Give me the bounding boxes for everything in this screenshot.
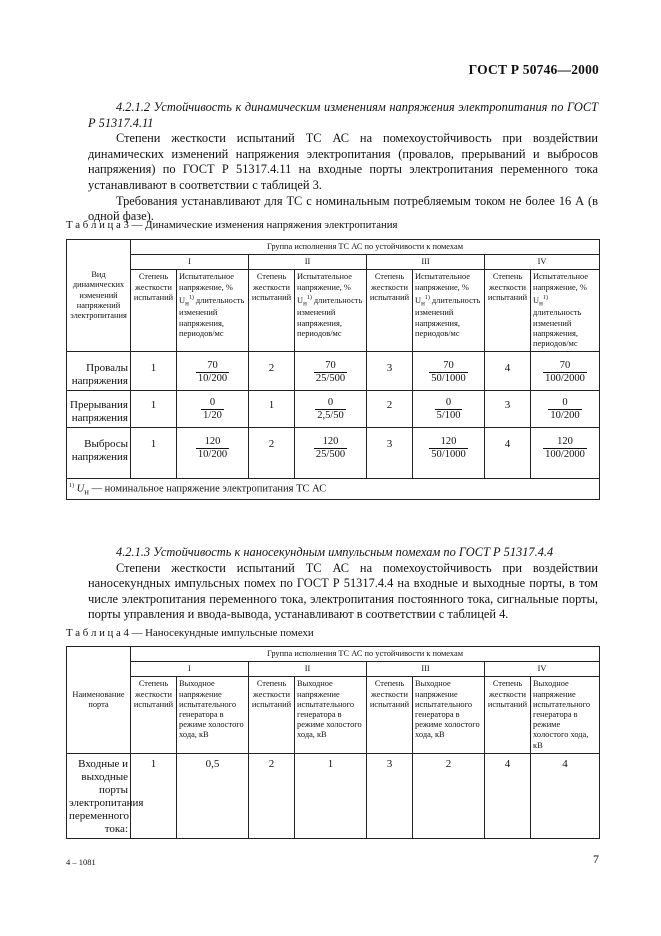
table-4-caption: Т а б л и ц а 4 — Наносекундные импульсные помехи — [66, 627, 314, 639]
table-3-col-test — [295, 270, 367, 352]
fraction-numerator: 70 — [196, 360, 229, 373]
fraction-numerator: 120 — [429, 436, 467, 449]
table-3-col-test-label: Испытательное напряжение, % U — [297, 272, 353, 305]
section-4213-title: 4.2.1.3 Устойчивость к наносекундным импульсным помехам по ГОСТ Р 51317.4.4 — [116, 545, 554, 559]
voltage-cell: 0,5 — [177, 753, 249, 838]
voltage-cell: 2 — [413, 753, 485, 838]
row-label: Выбросы напряжения — [67, 428, 131, 479]
page-number: 7 — [593, 852, 599, 866]
table-3-col-test-tail: длительность изменений напряжения, периодов/мс — [179, 295, 245, 338]
table-row — [67, 753, 600, 838]
table-3-caption: Т а б л и ц а 3 — Динамические изменения напряжения электропитания — [66, 219, 398, 231]
fraction-value — [543, 360, 587, 385]
footnote-mark: 1) — [306, 294, 312, 301]
document-code: ГОСТ Р 50746—2000 — [468, 62, 599, 77]
degree-cell: 1 — [131, 352, 177, 391]
degree-cell: 4 — [485, 352, 531, 391]
degree-cell: 2 — [249, 753, 295, 838]
section-4212-paragraph-2: Требования устанавливают для ТС с номинальным потребляемым током не более 16 А (в одной фазе). — [88, 193, 598, 224]
table-3-col-test-label: Испытательное напряжение, % U — [179, 272, 235, 305]
table-3-group-3: III — [367, 255, 485, 270]
table-3-col-test-label: Испытательное напряжение, % U — [533, 272, 589, 305]
footnote-mark: 1) — [188, 294, 194, 301]
table-3-col-test-tail: длительность изменений напряжения, периодов/мс — [297, 295, 363, 338]
unit-subscript: н — [421, 299, 425, 308]
table-4-col-degree: Степень жесткости испытаний — [367, 677, 413, 753]
fraction-denominator: 25/500 — [315, 373, 346, 385]
table-3-col-test — [177, 270, 249, 352]
table-4-col-degree: Степень жесткости испытаний — [485, 677, 531, 753]
unit-subscript: н — [303, 299, 307, 308]
table-4-group-2: II — [249, 662, 367, 677]
fraction-value — [429, 436, 467, 461]
table-3-group-1: I — [131, 255, 249, 270]
degree-cell: 2 — [249, 352, 295, 391]
footnote-mark: 1) — [424, 294, 430, 301]
table-3-col-test — [413, 270, 485, 352]
row-label: Провалы напряжения — [67, 352, 131, 391]
row-label: Прерывания напряжения — [67, 391, 131, 428]
table-4-col-voltage: Выходное напряжение испытательного генератора в режиме холостого хода, кВ — [413, 677, 485, 753]
degree-cell: 4 — [485, 428, 531, 479]
fraction-numerator: 0 — [548, 397, 581, 410]
fraction-denominator: 25/500 — [315, 449, 346, 461]
voltage-cell: 1 — [295, 753, 367, 838]
table-row — [67, 391, 600, 428]
unit-subscript: н — [185, 299, 189, 308]
fraction-denominator: 10/200 — [197, 373, 228, 385]
fraction-value — [315, 397, 346, 422]
fraction-numerator: 0 — [315, 397, 346, 410]
fraction-value — [196, 360, 229, 385]
fraction-numerator: 70 — [543, 360, 587, 373]
fraction-denominator: 100/2000 — [545, 373, 585, 385]
degree-cell: 2 — [249, 428, 295, 479]
table-3-col-degree: Степень жесткости испытаний — [367, 270, 413, 352]
degree-cell: 3 — [367, 352, 413, 391]
unit-subscript: н — [539, 299, 543, 308]
fraction-denominator: 5/100 — [436, 410, 461, 422]
footnote-mark: 1) — [69, 483, 74, 490]
degree-cell: 3 — [485, 391, 531, 428]
fraction-numerator: 70 — [314, 360, 347, 373]
table-3-col-degree: Степень жесткости испытаний — [249, 270, 295, 352]
table-3-group-4: IV — [485, 255, 600, 270]
section-4212-title: 4.2.1.2 Устойчивость к динамическим изменениям напряжения электропитания по ГОСТ Р 51317.4.11 — [88, 100, 598, 130]
fraction-numerator: 120 — [314, 436, 347, 449]
degree-cell: 1 — [131, 391, 177, 428]
table-3-col-test-label: Испытательное напряжение, % U — [415, 272, 471, 305]
table-4-row-header: Наименование порта — [67, 647, 131, 754]
fraction-value — [429, 360, 467, 385]
table-3-col-test-tail: длительность изменений напряжения, периодов/мс — [533, 308, 582, 349]
table-3-col-test-tail: длительность изменений напряжения, периодов/мс — [415, 295, 481, 338]
table-4-col-degree: Степень жесткости испытаний — [131, 677, 177, 753]
fraction-value — [435, 397, 463, 422]
footnote-mark: 1) — [542, 294, 548, 301]
fraction-denominator: 50/1000 — [431, 449, 466, 461]
fraction-denominator: 50/1000 — [431, 373, 466, 385]
table-row — [67, 428, 600, 479]
table-4-col-voltage: Выходное напряжение испытательного генератора в режиме холостого хода, кВ — [295, 677, 367, 753]
table-4-group-4: IV — [485, 662, 600, 677]
degree-cell: 2 — [367, 391, 413, 428]
footnote-symbol: U — [76, 483, 85, 495]
fraction-value — [548, 397, 581, 422]
table-3-group-header: Группа исполнения ТС АС по устойчивости к помехам — [131, 240, 600, 255]
fraction-value — [196, 436, 229, 461]
row-label: Входные и выходные порты электропитания переменного тока: — [67, 753, 131, 838]
table-3-col-degree: Степень жесткости испытаний — [131, 270, 177, 352]
fraction-denominator: 100/2000 — [545, 449, 585, 461]
fraction-value — [314, 436, 347, 461]
table-3-col-degree: Степень жесткости испытаний — [485, 270, 531, 352]
fraction-value — [201, 397, 224, 422]
fraction-denominator: 10/200 — [550, 410, 580, 422]
degree-cell: 1 — [131, 753, 177, 838]
degree-cell: 1 — [131, 428, 177, 479]
footnote-text: — номинальное напряжение электропитания ТС АС — [91, 483, 327, 495]
section-4212-paragraph-1: Степени жесткости испытаний ТС АС на помехоустойчивость при воздействии динамических изменений напряжения электропитания (провалов, прерываний и выбросов напряжения) по ГОСТ Р 51317.4.11 на входные порты электропитания переменного тока устанавливают в соответствии с таблицей 3. — [88, 131, 598, 192]
section-4213 — [88, 545, 598, 623]
table-3-row-header: Вид динамических изменений напряжений электропитания — [67, 240, 131, 352]
fraction-denominator: 10/200 — [197, 449, 228, 461]
table-row — [67, 352, 600, 391]
section-4212 — [88, 100, 598, 225]
table-3-group-2: II — [249, 255, 367, 270]
fraction-numerator: 120 — [543, 436, 587, 449]
fraction-value — [314, 360, 347, 385]
footnote-subscript: н — [84, 486, 89, 497]
table-4-group-1: I — [131, 662, 249, 677]
fraction-denominator: 2,5/50 — [317, 410, 344, 422]
table-4-col-degree: Степень жесткости испытаний — [249, 677, 295, 753]
table-4-col-voltage: Выходное напряжение испытательного генератора в режиме холостого хода, кВ — [531, 677, 600, 753]
table-3-col-test — [531, 270, 600, 352]
degree-cell: 3 — [367, 753, 413, 838]
degree-cell: 3 — [367, 428, 413, 479]
voltage-cell: 4 — [531, 753, 600, 838]
fraction-denominator: 1/20 — [203, 410, 222, 422]
fraction-numerator: 0 — [435, 397, 463, 410]
fraction-numerator: 120 — [196, 436, 229, 449]
fraction-value — [543, 436, 587, 461]
table-4-col-voltage: Выходное напряжение испытательного генератора в режиме холостого хода, кВ — [177, 677, 249, 753]
table-3 — [66, 239, 600, 500]
fraction-numerator: 70 — [429, 360, 467, 373]
degree-cell: 4 — [485, 753, 531, 838]
degree-cell: 1 — [249, 391, 295, 428]
section-4213-paragraph-1: Степени жесткости испытаний ТС АС на помехоустойчивость при воздействии наносекундных импульсных помех по ГОСТ Р 51317.4.4 на входные и выходные порты, в том числе электропитания переменного тока, электропитания постоянного тока, сигнальные порты, порты управления и ввода-вывода, устанавливают в соответствии с таблицей 4. — [88, 560, 598, 622]
table-4-group-3: III — [367, 662, 485, 677]
fraction-numerator: 0 — [201, 397, 224, 410]
table-4-group-header: Группа исполнения ТС АС по устойчивости к помехам — [131, 647, 600, 662]
print-code: 4 – 1081 — [66, 857, 96, 867]
table-3-footnote — [67, 479, 600, 500]
table-4 — [66, 646, 600, 839]
